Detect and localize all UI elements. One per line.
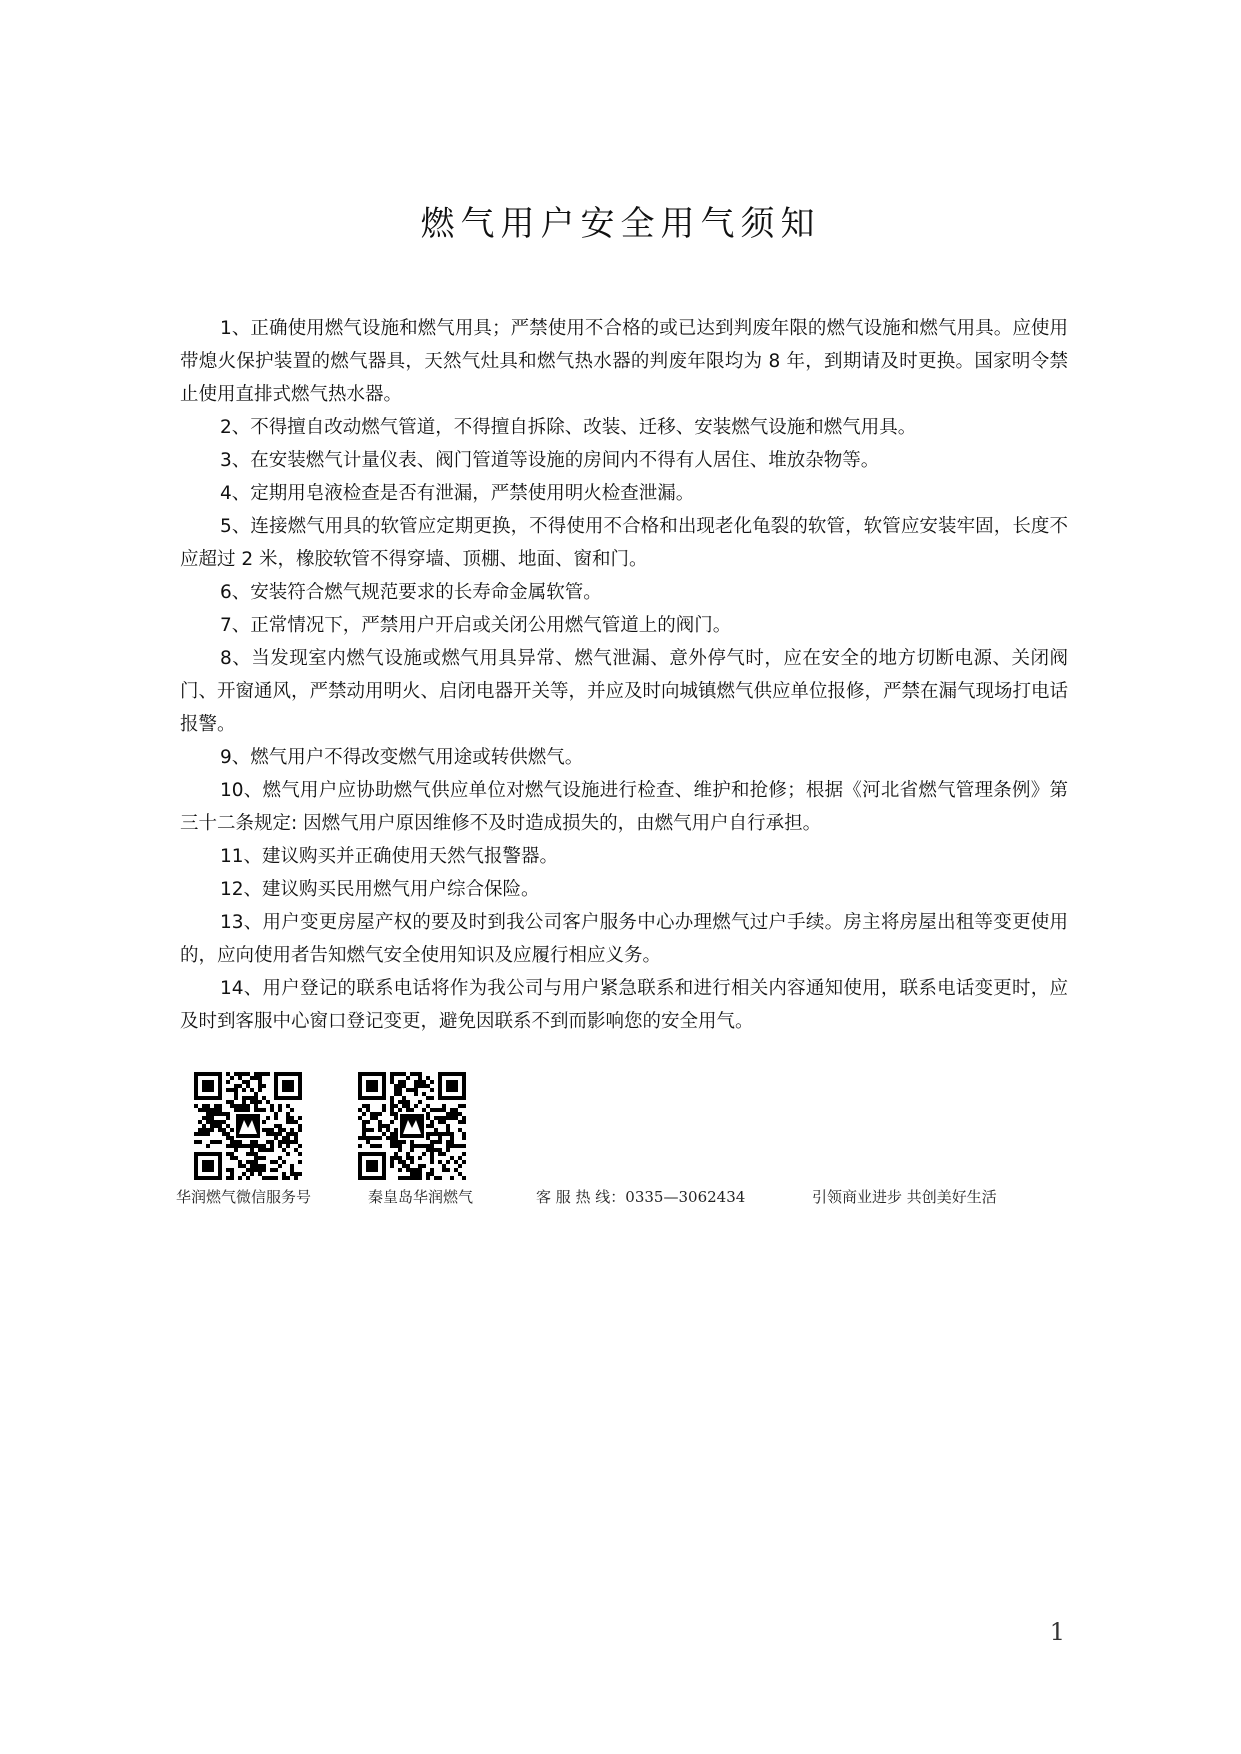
slogan-text: 引领商业进步 共创美好生活: [812, 1188, 997, 1206]
notice-item: 4、定期用皂液检查是否有泄漏，严禁使用明火检查泄漏。: [220, 483, 695, 504]
notice-item: 13、用户变更房屋产权的要及时到我公司客户服务中心办理燃气过户手续。房主将房屋出租等变更使用的，应向使用者告知燃气安全使用知识及应履行相应义务。: [180, 912, 1068, 966]
notice-item: 9、燃气用户不得改变燃气用途或转供燃气。: [220, 747, 584, 768]
notice-item: 5、连接燃气用具的软管应定期更换，不得使用不合格和出现老化龟裂的软管，软管应安装牢固，长度不应超过 2 米，橡胶软管不得穿墙、顶棚、地面、窗和门。: [180, 516, 1068, 570]
page-title: 燃气用户安全用气须知: [420, 204, 821, 244]
notice-item: 2、不得擅自改动燃气管道，不得擅自拆除、改装、迁移、安装燃气设施和燃气用具。: [220, 417, 917, 438]
notice-list: [180, 312, 1068, 1038]
notice-item: 12、建议购买民用燃气用户综合保险。: [220, 879, 540, 900]
notice-item: 14、用户登记的联系电话将作为我公司与用户紧急联系和进行相关内容通知使用，联系电话变更时，应及时到客服中心窗口登记变更，避免因联系不到而影响您的安全用气。: [180, 978, 1068, 1032]
notice-item: 8、当发现室内燃气设施或燃气用具异常、燃气泄漏、意外停气时，应在安全的地方切断电源、关闭阀门、开窗通风，严禁动用明火、启闭电器开关等，并应及时向城镇燃气供应单位报修，严禁在漏气现场打电话报警。: [180, 648, 1069, 735]
notice-item: 10、燃气用户应协助燃气供应单位对燃气设施进行检查、维护和抢修；根据《河北省燃气管理条例》第三十二条规定: 因燃气用户原因维修不及时造成损失的，由燃气用户自行承担。: [180, 780, 1068, 834]
qr-code-icon: [358, 1072, 466, 1180]
qr2-caption: 秦皇岛华润燃气: [368, 1188, 474, 1206]
notice-item: 6、安装符合燃气规范要求的长寿命金属软管。: [220, 582, 602, 603]
notice-item: 1、正确使用燃气设施和燃气用具；严禁使用不合格的或已达到判废年限的燃气设施和燃气用具。应使用带熄火保护装置的燃气器具，天然气灶具和燃气热水器的判废年限均为 8 年，到期请及时更换。国家明令禁止使用直排式燃气热水器。: [180, 318, 1068, 405]
page-number: 1: [1049, 1618, 1065, 1646]
notice-item: 11、建议购买并正确使用天然气报警器。: [220, 846, 559, 867]
hotline-text: 客 服 热 线：0335—3062434: [536, 1188, 746, 1206]
qr-code-icon: [194, 1072, 302, 1180]
notice-item: 3、在安装燃气计量仪表、阀门管道等设施的房间内不得有人居住、堆放杂物等。: [220, 450, 880, 471]
notice-item: 7、正常情况下，严禁用户开启或关闭公用燃气管道上的阀门。: [220, 615, 732, 636]
qr1-caption: 华润燃气微信服务号: [176, 1188, 312, 1206]
